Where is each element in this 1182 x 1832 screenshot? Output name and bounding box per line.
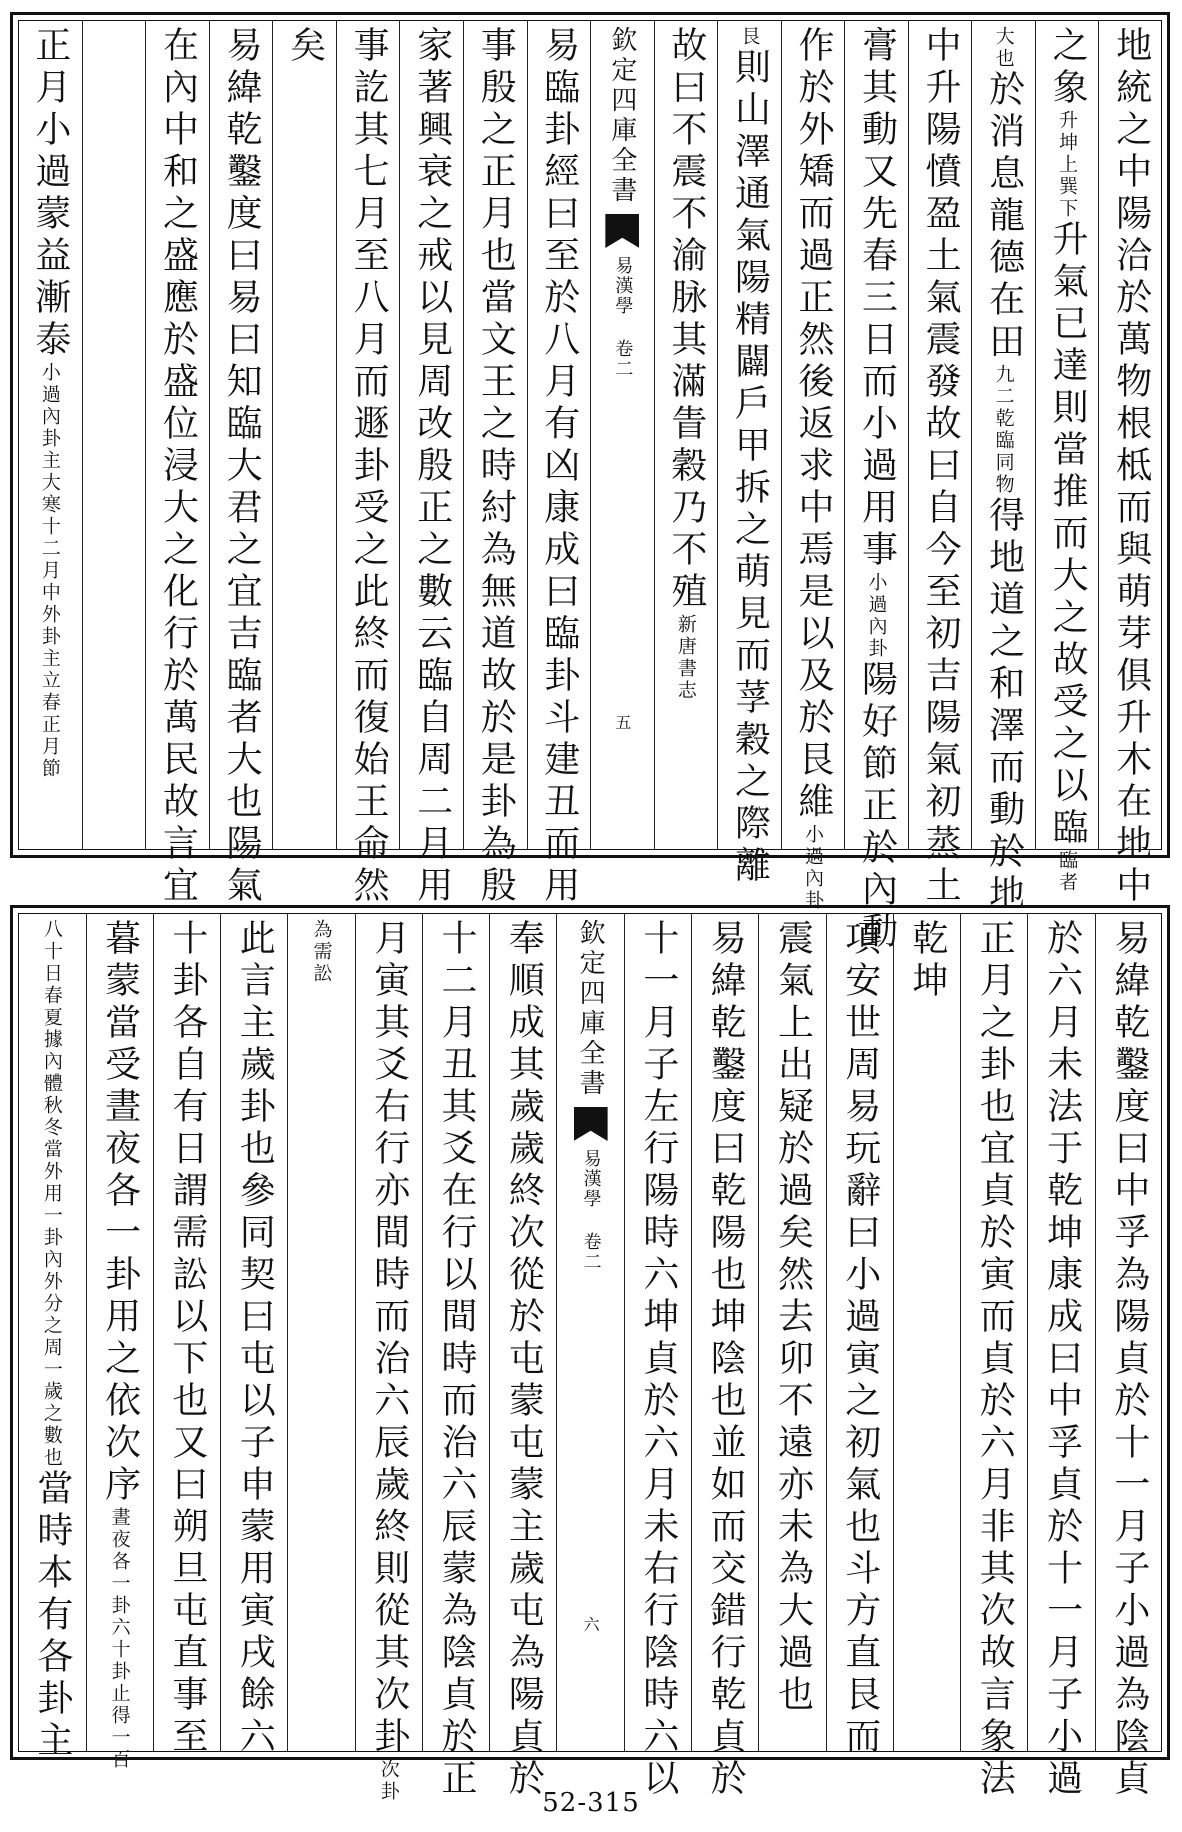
library-title: 欽定四庫全書 bbox=[606, 26, 637, 206]
main-text: 正月之卦也宜貞於寅而貞於六月非其次故言象法 bbox=[974, 919, 1016, 1801]
main-text: 家著興衰之戒以見周改殷正之數云臨自周二月用 bbox=[411, 26, 453, 908]
main-text: 十卦各自有日謂需訟以下也又曰朔旦屯直事至 bbox=[166, 919, 208, 1759]
main-text: 得地道之和澤而動於地 bbox=[983, 496, 1025, 916]
text-column bbox=[422, 913, 489, 1801]
text-column bbox=[691, 913, 758, 1801]
text-column bbox=[220, 913, 287, 1759]
main-text: 陽好節正於內動 bbox=[856, 660, 898, 954]
main-text: 正月小過蒙益漸泰 bbox=[29, 26, 71, 362]
commentary-note: 九二乾臨同物 bbox=[992, 364, 1015, 496]
main-text: 易緯乾鑿度曰乾陽也坤陰也並如而交錯行乾貞於 bbox=[705, 919, 747, 1801]
leaf-number: 六 bbox=[581, 1616, 601, 1632]
text-column bbox=[556, 913, 623, 1752]
main-text: 中升陽憤盈土氣震發故曰自今至初吉陽氣初蒸土 bbox=[920, 26, 962, 908]
main-text: 作於外矯而過正然後返求中焉是以及於艮維 bbox=[792, 26, 834, 824]
column-text bbox=[368, 913, 410, 1803]
text-column bbox=[489, 913, 556, 1801]
column-text bbox=[436, 913, 478, 1801]
column-text bbox=[31, 913, 73, 1763]
commentary-note: 次卦 bbox=[377, 1759, 400, 1803]
commentary-note: 升坤上巽下 bbox=[1056, 110, 1079, 220]
main-text: 項安世周易玩辭曰小過寅之初氣也斗方直艮而 bbox=[839, 919, 881, 1759]
main-text: 事訖其七月至八月而遯卦受之此終而復始王命然 bbox=[348, 26, 390, 908]
main-text: 於消息龍德在田 bbox=[983, 70, 1025, 364]
column-text bbox=[705, 913, 747, 1801]
commentary-note: 晝夜各一卦六十卦止得一百 bbox=[108, 1507, 131, 1771]
text-column bbox=[86, 913, 153, 1771]
text-column bbox=[153, 913, 220, 1759]
column-text bbox=[503, 913, 545, 1801]
main-text: 乾坤 bbox=[907, 919, 949, 1003]
commentary-note: 小過內卦主大寒十二月中外卦主立春正月節 bbox=[38, 362, 61, 780]
commentary-note: 小過內卦 bbox=[801, 824, 824, 912]
column-text bbox=[907, 913, 949, 1752]
main-text: 地統之中陽洽於萬物根柢而與萌芽俱升木在地中 bbox=[1110, 26, 1152, 908]
fishtail-mark-icon bbox=[574, 1107, 608, 1141]
main-text: 暮蒙當受晝夜各一卦用之依次序 bbox=[99, 919, 141, 1507]
main-text: 奉順成其歲歲終次從於屯蒙屯蒙主歲屯為陽貞於 bbox=[503, 919, 545, 1801]
main-text: 易緯乾鑿度曰易曰知臨大君之宜吉臨者大也陽氣 bbox=[221, 26, 263, 908]
commentary-note: 八十日春夏據內體秋冬當外用一卦內外分之周一歲之數也 bbox=[40, 919, 63, 1469]
column-text bbox=[99, 913, 141, 1771]
main-text: 之象 bbox=[1047, 26, 1089, 110]
main-text: 膏其動又先春三日而小過用事 bbox=[856, 26, 898, 572]
text-column bbox=[758, 913, 825, 1752]
column-text bbox=[974, 913, 1016, 1801]
library-title: 欽定四庫全書 bbox=[575, 919, 606, 1099]
column-text bbox=[166, 913, 208, 1759]
column-text bbox=[303, 913, 339, 1752]
main-text: 則山澤通氣陽精闢戶甲拆之萌見而莩穀之際離 bbox=[729, 48, 771, 888]
book-volume-label: 易漢學 卷二 bbox=[612, 256, 634, 379]
main-text: 於六月未法于乾坤康成曰中孚貞於十一月子小過 bbox=[1041, 919, 1083, 1801]
main-text: 十二月丑其爻在行以間時而治六辰蒙為陰貞於正 bbox=[436, 919, 478, 1801]
column-text bbox=[772, 913, 814, 1752]
text-column bbox=[355, 913, 422, 1803]
main-text: 升氣已達則當推而大之故受之以臨 bbox=[1047, 220, 1089, 850]
column-text bbox=[1041, 913, 1083, 1801]
book-volume-label: 易漢學 卷二 bbox=[580, 1149, 602, 1272]
commentary-note: 新唐書志 bbox=[674, 614, 697, 702]
main-text: 十一月子左行陽時六坤貞於六月未右行陰時六以 bbox=[637, 919, 679, 1801]
leaf-number: 五 bbox=[612, 714, 632, 730]
main-text: 在內中和之盛應於盛位浸大之化行於萬民故言宜 bbox=[157, 26, 199, 908]
main-text: 矣 bbox=[284, 26, 326, 68]
commentary-note: 艮 bbox=[738, 26, 761, 48]
text-column bbox=[624, 913, 691, 1801]
main-text: 事殷之正月也當文王之時紂為無道故於是卦為殷 bbox=[475, 26, 517, 908]
main-text: 易緯乾鑿度曰中孚為陽貞於十一月子小過為陰貞 bbox=[1108, 919, 1150, 1801]
commentary-note: 為需訟 bbox=[310, 919, 333, 985]
column-text bbox=[1108, 913, 1150, 1801]
main-text: 月寅其爻右行亦間時而治六辰歲終則從其次卦 bbox=[368, 919, 410, 1759]
main-text: 當時本有各卦主 bbox=[31, 1469, 73, 1763]
text-column bbox=[287, 913, 354, 1752]
commentary-note: 小過內卦 bbox=[865, 572, 888, 660]
column-text bbox=[839, 913, 881, 1759]
column-text bbox=[637, 913, 679, 1801]
column-text bbox=[234, 913, 276, 1759]
text-column bbox=[18, 913, 85, 1763]
main-text: 此言主歲卦也參同契曰屯以子申蒙用寅戌餘六 bbox=[234, 919, 276, 1759]
text-column bbox=[826, 913, 893, 1759]
main-text: 震氣上出疑於過矣然去卯不遠亦未為大過也 bbox=[772, 919, 814, 1717]
main-text: 易臨卦經曰至於八月有凶康成曰臨卦斗建丑而用 bbox=[538, 26, 580, 908]
text-column bbox=[960, 913, 1027, 1801]
text-column bbox=[893, 913, 960, 1752]
page-footer-number: 52-315 bbox=[542, 1788, 640, 1818]
commentary-note: 臨者 bbox=[1056, 850, 1079, 894]
commentary-note: 大也 bbox=[992, 26, 1015, 70]
text-column bbox=[1027, 913, 1094, 1801]
main-text: 故曰不震不渝脉其滿眚穀乃不殖 bbox=[665, 26, 707, 614]
text-column bbox=[1095, 913, 1162, 1801]
